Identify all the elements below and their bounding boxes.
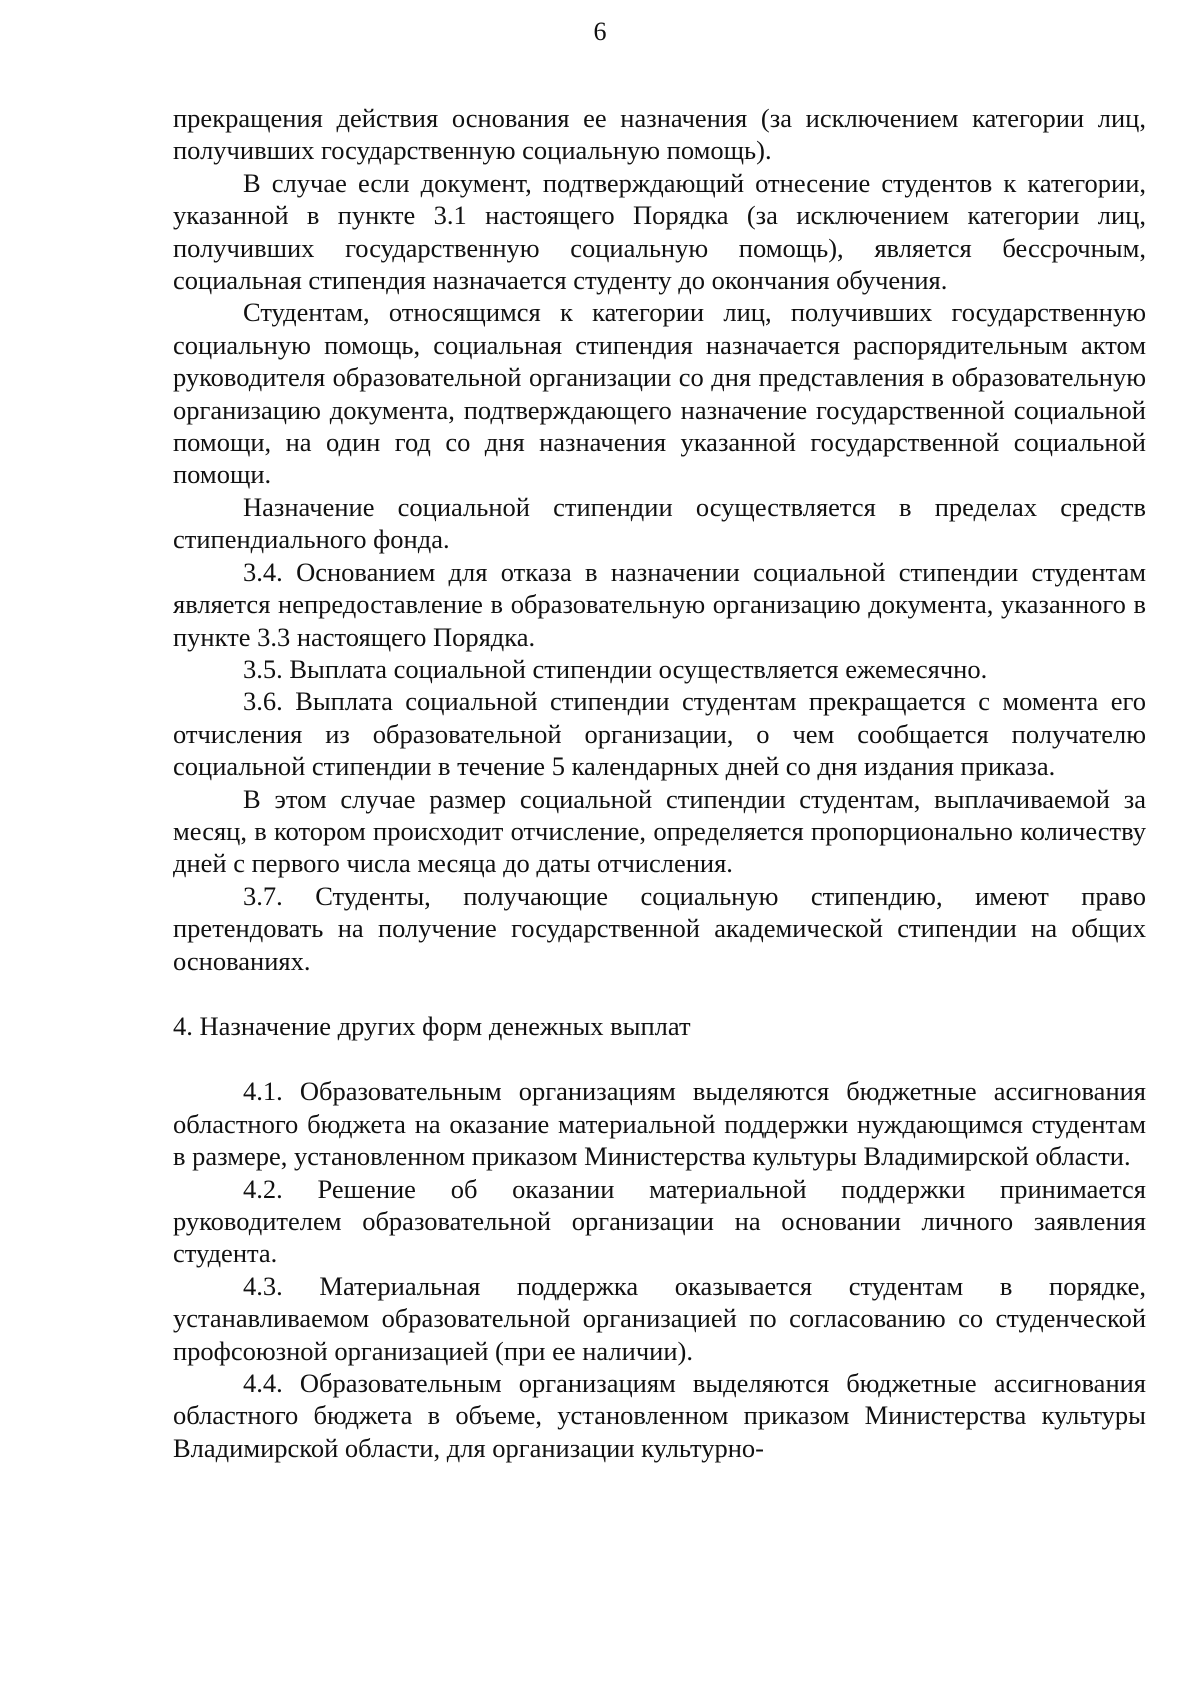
section-3-continuation: [173, 102, 1146, 977]
paragraph-3-7: 3.7. Студенты, получающие социальную стипендию, имеют право претендовать на получение государственной академической стипендии на общих основаниях.: [173, 880, 1146, 976]
paragraph-state-social-aid: Студентам, относящимся к категории лиц, получивших государственную социальную помощь, социальная стипендия назначается распорядительным актом руководителя образовательной организации со дня представления в образовательную организацию документа, подтверждающего назначение государственной социальной помощи, на один год со дня назначения указанной государственной социальной помощи.: [173, 297, 1146, 490]
page-number: 6: [593, 17, 607, 46]
paragraph-continuation: прекращения действия основания ее назначения (за исключением категории лиц, получивших государственную социальную помощь).: [173, 103, 1146, 166]
paragraph-4-2: 4.2. Решение об оказании материальной поддержки принимается руководителем образовательной организации на основании личного заявления студента.: [173, 1173, 1146, 1269]
paragraph-3-4: 3.4. Основанием для отказа в назначении социальной стипендии студентам является непредоставление в образовательную организацию документа, указанного в пункте 3.3 настоящего Порядка.: [173, 556, 1146, 652]
section-heading: 4. Назначение других форм денежных выплат: [173, 1010, 691, 1041]
paragraph-3-5: 3.5. Выплата социальной стипендии осуществляется ежемесячно.: [243, 653, 988, 684]
paragraph-4-4: 4.4. Образовательным организациям выделяются бюджетные ассигнования областного бюджета в объеме, установленном приказом Министерства культуры Владимирской области, для организации культурно-: [173, 1368, 1146, 1463]
paragraph-indefinite-document: В случае если документ, подтверждающий отнесение студентов к категории, указанной в пункте 3.1 настоящего Порядка (за исключением категории лиц, получивших государственную социальную помощь), является бессрочным, социальная стипендия назначается студенту до окончания обучения.: [173, 167, 1146, 296]
section-4: [173, 1075, 1146, 1464]
paragraph-4-3: 4.3. Материальная поддержка оказывается студентам в порядке, устанавливаемом образовательной организацией по согласованию со студенческой профсоюзной организацией (при ее наличии).: [173, 1270, 1146, 1366]
paragraph-scholarship-fund: Назначение социальной стипендии осуществляется в пределах средств стипендиального фонда.: [173, 491, 1146, 555]
document-body: [173, 102, 1146, 1464]
paragraph-4-1: 4.1. Образовательным организациям выделяются бюджетные ассигнования областного бюджета на оказание материальной поддержки нуждающимся студентам в размере, установленном приказом Министерства культуры Владимирской области.: [173, 1076, 1146, 1172]
paragraph-expulsion-amount: В этом случае размер социальной стипендии студентам, выплачиваемой за месяц, в котором происходит отчисление, определяется пропорционально количеству дней с первого числа месяца до даты отчисления.: [173, 783, 1146, 879]
paragraph-3-6: 3.6. Выплата социальной стипендии студентам прекращается с момента его отчисления из образовательной организации, о чем сообщается получателю социальной стипендии в течение 5 календарных дней со дня издания приказа.: [173, 686, 1146, 782]
